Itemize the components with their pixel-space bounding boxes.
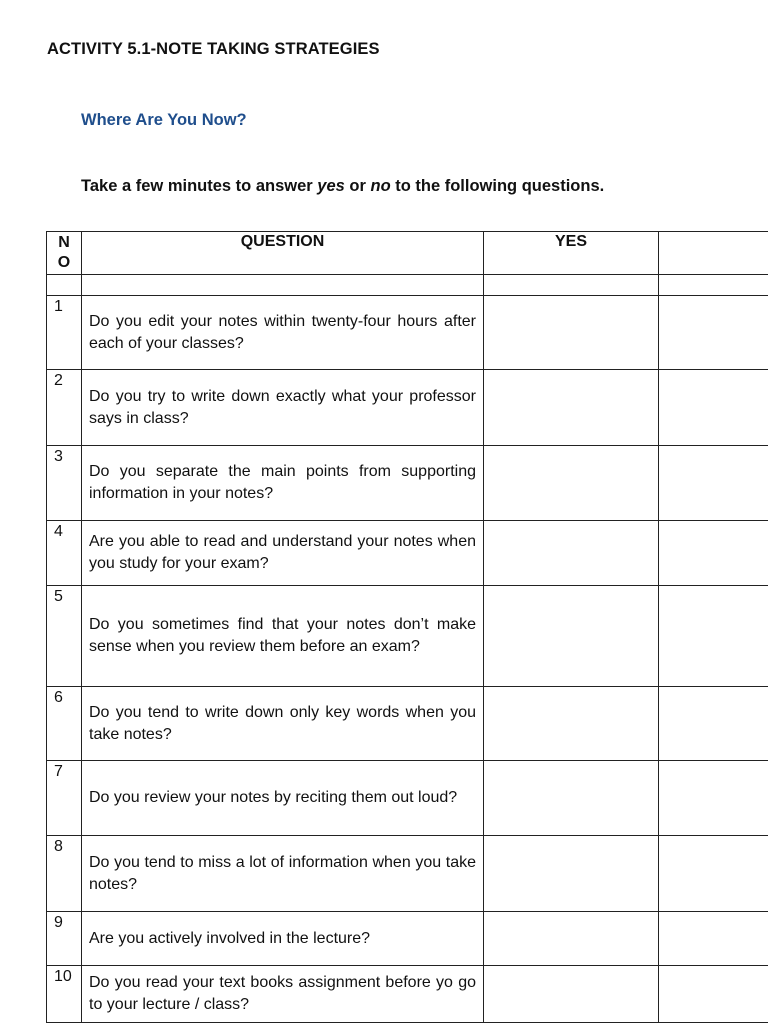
table-row xyxy=(47,912,768,966)
instructions-text-between: or xyxy=(344,177,371,195)
header-number-line1: N xyxy=(58,234,70,251)
table-row xyxy=(47,761,768,836)
question-number: 6 xyxy=(47,687,82,761)
yes-answer-cell[interactable] xyxy=(484,446,659,521)
question-number: 1 xyxy=(47,296,82,370)
question-number: 10 xyxy=(47,966,82,1023)
subheader-cell xyxy=(82,275,484,296)
header-no xyxy=(659,232,768,275)
no-answer-cell[interactable] xyxy=(659,521,768,586)
question-number: 4 xyxy=(47,521,82,586)
no-answer-cell[interactable] xyxy=(659,966,768,1023)
question-text: Do you tend to write down only key words when you take notes? xyxy=(82,687,484,761)
instructions xyxy=(81,177,604,196)
question-number: 3 xyxy=(47,446,82,521)
question-text: Are you actively involved in the lecture? xyxy=(82,912,484,966)
subheader-cell xyxy=(484,275,659,296)
yes-answer-cell[interactable] xyxy=(484,966,659,1023)
table-row xyxy=(47,687,768,761)
yes-answer-cell[interactable] xyxy=(484,296,659,370)
subheader-cell xyxy=(659,275,768,296)
question-text: Are you able to read and understand your notes when you study for your exam? xyxy=(82,521,484,586)
yes-answer-cell[interactable] xyxy=(484,370,659,446)
header-yes: YES xyxy=(484,232,659,275)
header-number-line2: O xyxy=(57,254,71,271)
table-row xyxy=(47,586,768,687)
question-number: 7 xyxy=(47,761,82,836)
yes-answer-cell[interactable] xyxy=(484,912,659,966)
no-answer-cell[interactable] xyxy=(659,446,768,521)
yes-answer-cell[interactable] xyxy=(484,836,659,912)
table-row xyxy=(47,446,768,521)
yes-answer-cell[interactable] xyxy=(484,521,659,586)
instructions-yes: yes xyxy=(317,177,345,195)
table-subheader-row xyxy=(47,275,768,296)
header-question: QUESTION xyxy=(82,232,484,275)
section-subtitle: Where Are You Now? xyxy=(81,111,247,129)
question-text: Do you edit your notes within twenty-four hours after each of your classes? xyxy=(82,296,484,370)
no-answer-cell[interactable] xyxy=(659,296,768,370)
yes-answer-cell[interactable] xyxy=(484,687,659,761)
instructions-text-end: to the following questions. xyxy=(390,177,605,195)
no-answer-cell[interactable] xyxy=(659,912,768,966)
no-answer-cell[interactable] xyxy=(659,761,768,836)
question-number: 2 xyxy=(47,370,82,446)
question-text: Do you try to write down exactly what your professor says in class? xyxy=(82,370,484,446)
page-title: ACTIVITY 5.1-NOTE TAKING STRATEGIES xyxy=(47,40,380,58)
yes-answer-cell[interactable] xyxy=(484,586,659,687)
instructions-no: no xyxy=(370,177,391,195)
question-text: Do you read your text books assignment before yo go to your lecture / class? xyxy=(82,966,484,1023)
question-text: Do you tend to miss a lot of information when you take notes? xyxy=(82,836,484,912)
table-row xyxy=(47,370,768,446)
yes-answer-cell[interactable] xyxy=(484,761,659,836)
questions-table xyxy=(46,231,768,1023)
table-row xyxy=(47,966,768,1023)
question-number: 8 xyxy=(47,836,82,912)
no-answer-cell[interactable] xyxy=(659,836,768,912)
table-header-row xyxy=(47,232,768,275)
question-text: Do you review your notes by reciting them out loud? xyxy=(82,761,484,836)
question-number: 5 xyxy=(47,586,82,687)
question-text: Do you separate the main points from supporting information in your notes? xyxy=(82,446,484,521)
no-answer-cell[interactable] xyxy=(659,586,768,687)
question-text: Do you sometimes find that your notes don’t make sense when you review them before an exam? xyxy=(82,586,484,687)
no-answer-cell[interactable] xyxy=(659,687,768,761)
question-number: 9 xyxy=(47,912,82,966)
header-number xyxy=(47,232,82,275)
table-row xyxy=(47,521,768,586)
no-answer-cell[interactable] xyxy=(659,370,768,446)
table-row xyxy=(47,296,768,370)
subheader-cell xyxy=(47,275,82,296)
table-row xyxy=(47,836,768,912)
instructions-text-start: Take a few minutes to answer xyxy=(81,177,318,195)
